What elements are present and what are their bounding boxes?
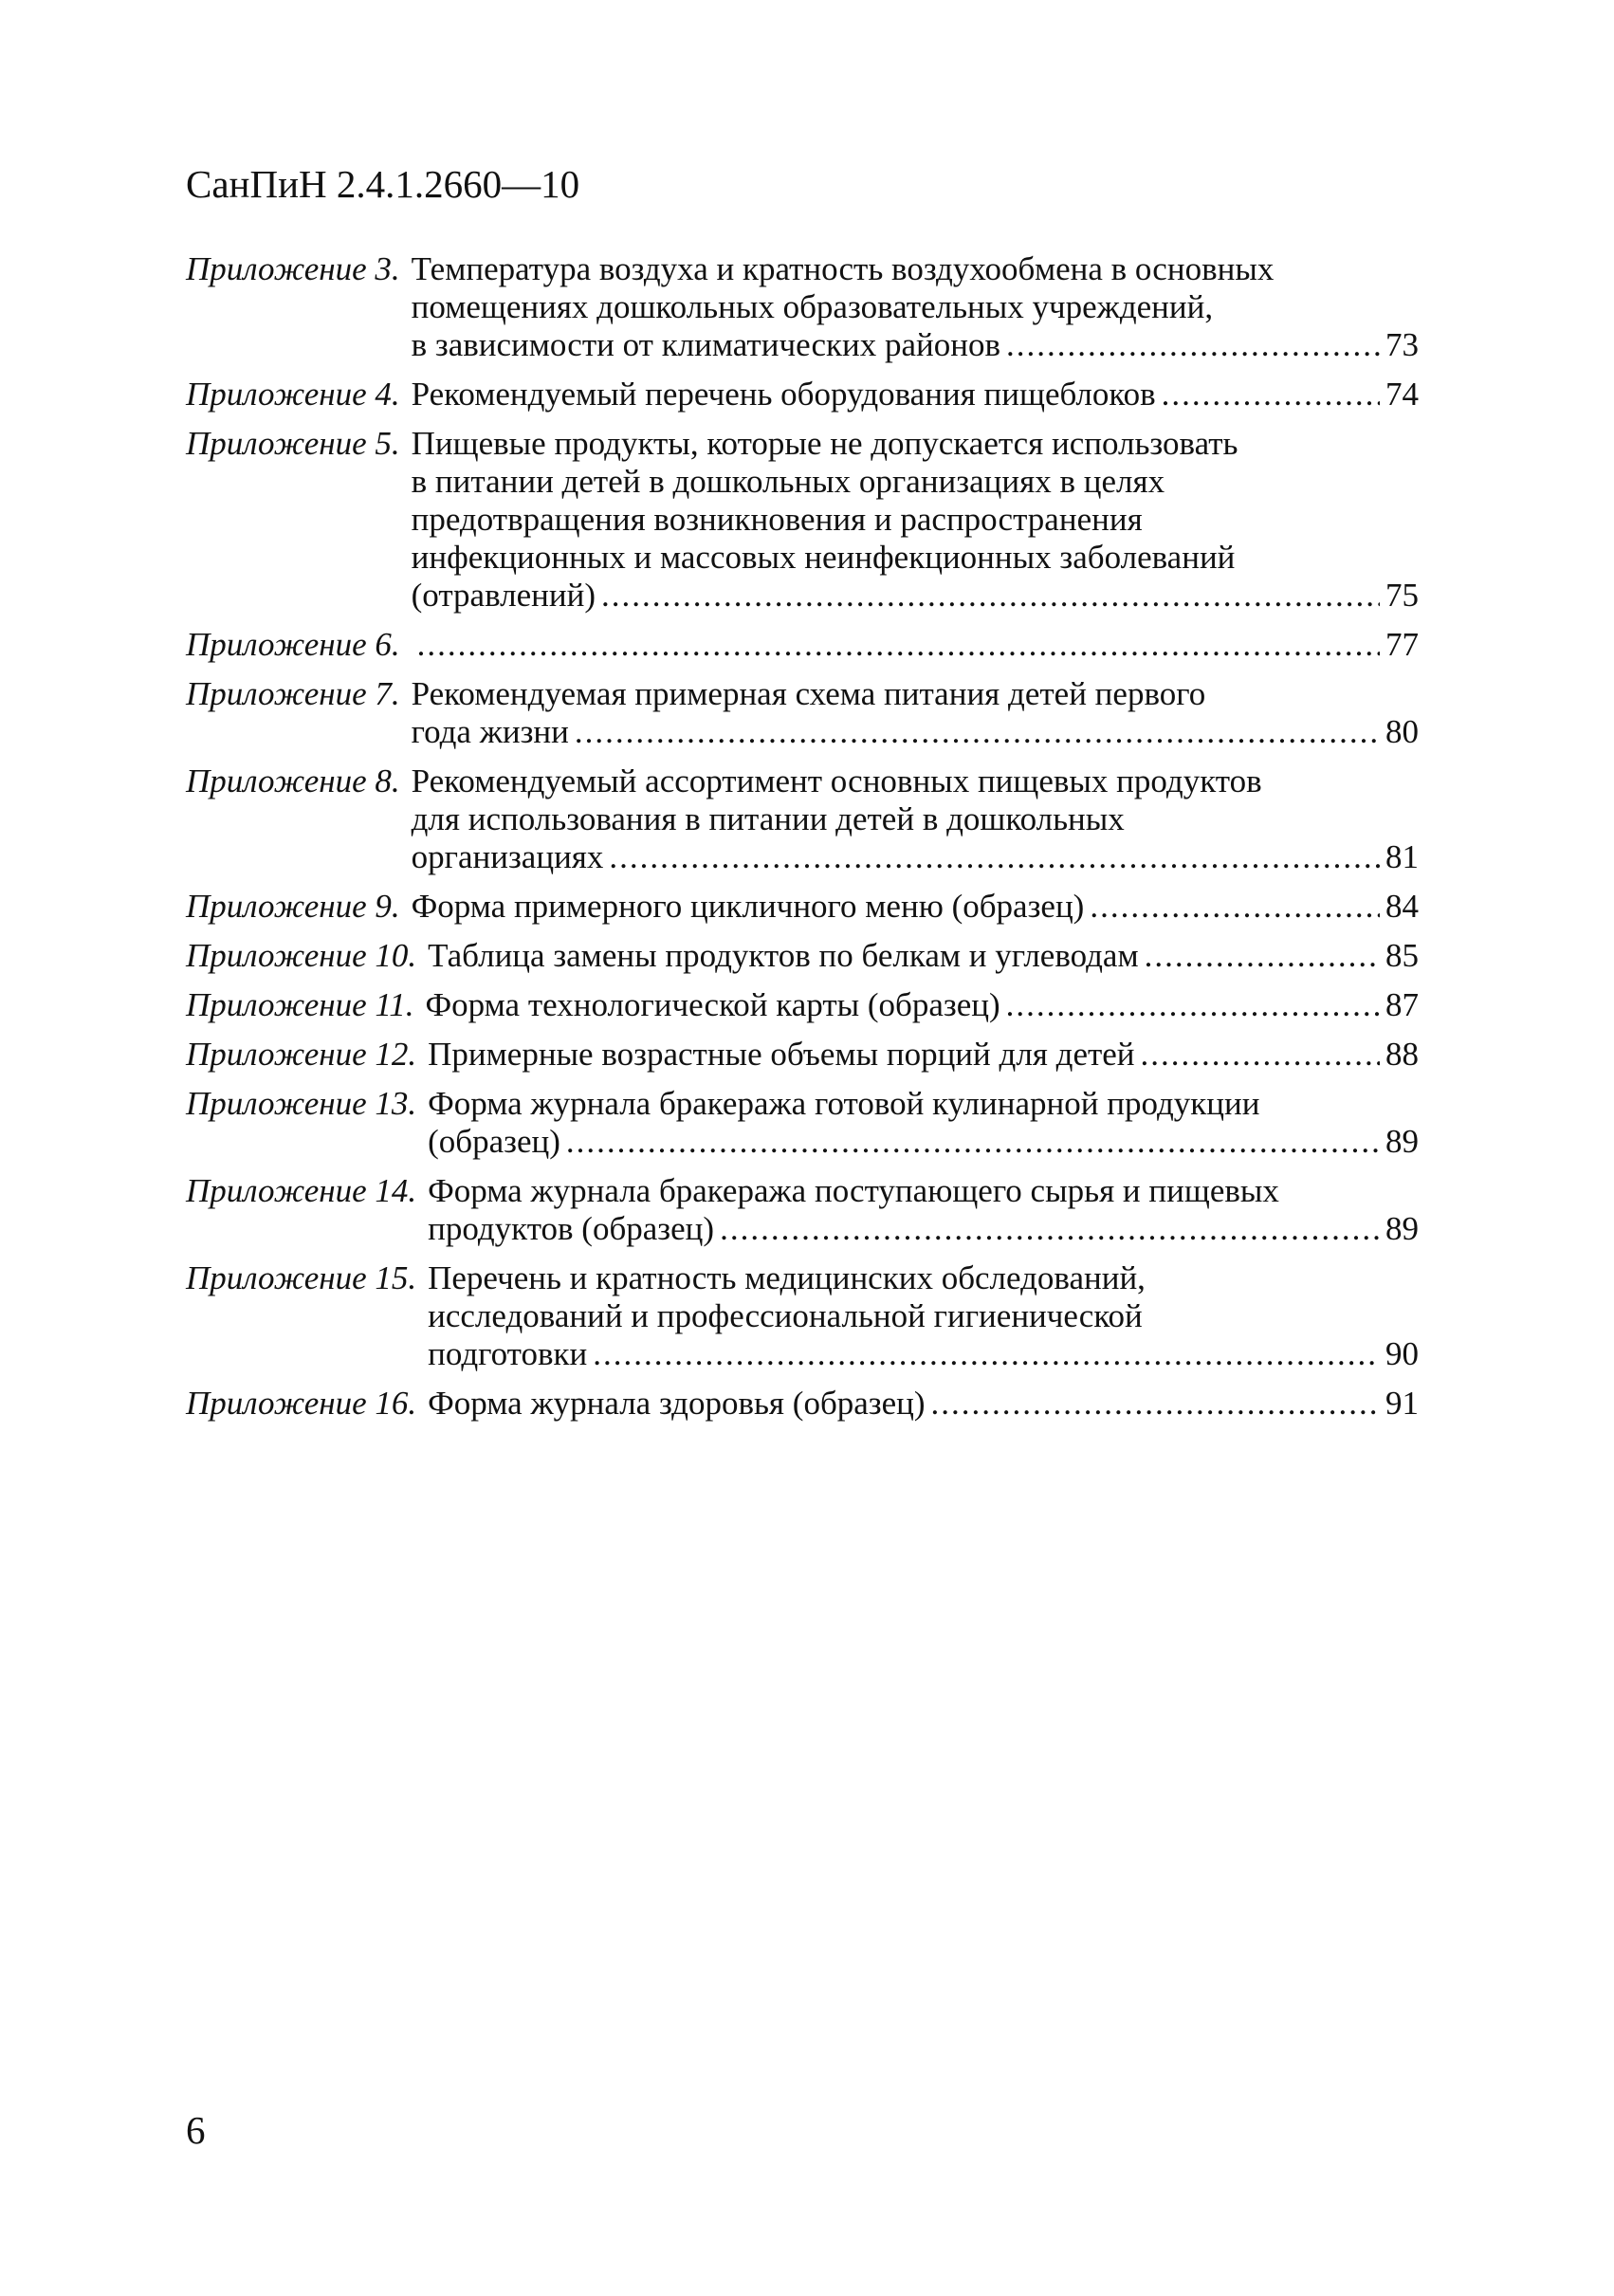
toc-entry-page-number: 90 [1385, 1335, 1419, 1372]
toc-entry-title-line: года жизни [411, 713, 569, 750]
toc-entry-title-line: Примерные возрастные объемы порций для детей [428, 1036, 1135, 1073]
toc-entry-title-line: продуктов (образец) [428, 1210, 715, 1247]
toc-entry[interactable] [186, 250, 1419, 364]
toc-entry-body [412, 250, 1419, 364]
toc-entry-title-line: Рекомендуемая примерная схема питания детей первого [411, 675, 1206, 712]
toc-entry[interactable] [186, 425, 1419, 615]
dot-leader [575, 713, 1380, 751]
toc-entry-page-number: 91 [1385, 1385, 1419, 1422]
toc-entry-body [412, 626, 1419, 664]
toc-entry[interactable] [186, 1085, 1419, 1161]
toc-entry[interactable] [186, 1385, 1419, 1423]
toc-entry-title-line: Перечень и кратность медицинских обследований, [428, 1259, 1146, 1296]
toc-entry-final-line [426, 986, 1419, 1024]
toc-entry-page-number: 80 [1385, 713, 1419, 750]
toc-entry-label: Приложение 3. [186, 250, 400, 287]
toc-entry-body [412, 376, 1419, 413]
dot-leader [1141, 1036, 1380, 1074]
toc-entry-page-number: 75 [1385, 577, 1419, 614]
toc-entry-body [428, 937, 1419, 975]
toc-entry-final-line [412, 626, 1419, 664]
toc-entry-body [412, 762, 1419, 876]
toc-entry-final-line [428, 1385, 1419, 1423]
toc-entry-page-number: 74 [1385, 376, 1419, 413]
toc-entry-label: Приложение 9. [186, 888, 400, 925]
dot-leader [720, 1210, 1380, 1248]
toc-entry-label: Приложение 7. [186, 675, 400, 712]
toc-entry-final-line [412, 577, 1419, 615]
toc-entry-body [412, 675, 1419, 751]
toc-entry-final-line [428, 1335, 1419, 1373]
toc-entry-body [428, 1385, 1419, 1423]
toc-entry-title-line: для использования в питании детей в дошкольных [411, 800, 1125, 837]
toc-entry-label: Приложение 6. [186, 626, 400, 663]
toc-entry[interactable] [186, 762, 1419, 876]
toc-entry-title-line: (отравлений) [411, 577, 596, 614]
toc-entry-title-line: Форма журнала здоровья (образец) [428, 1385, 926, 1422]
toc-entry-page-number: 88 [1385, 1036, 1419, 1073]
toc-entry-title-line: Таблица замены продуктов по белкам и углеводам [428, 937, 1139, 974]
toc-entry-title-line: подготовки [428, 1335, 588, 1372]
dot-leader [1006, 986, 1380, 1024]
toc-entry-page-number: 87 [1385, 986, 1419, 1023]
toc-entry-title-line: Рекомендуемый ассортимент основных пищевых продуктов [411, 762, 1262, 799]
toc-entry-label: Приложение 15. [186, 1259, 417, 1296]
toc-entry-label: Приложение 13. [186, 1085, 417, 1122]
toc-entry-page-number: 89 [1385, 1210, 1419, 1247]
toc-entry-label: Приложение 4. [186, 376, 400, 413]
toc-entry[interactable] [186, 888, 1419, 926]
toc-entry-body [428, 1172, 1419, 1248]
toc-entry-title-line: в зависимости от климатических районов [411, 326, 1001, 363]
dot-leader [593, 1335, 1380, 1373]
dot-leader [1145, 937, 1380, 975]
toc-entry[interactable] [186, 937, 1419, 975]
toc-entry-title-line: исследований и профессиональной гигиенической [428, 1297, 1143, 1334]
toc-entry-title-line: Форма технологической карты (образец) [425, 986, 1000, 1023]
toc-entry-final-line [412, 888, 1419, 926]
dot-leader [566, 1123, 1380, 1161]
toc-entry-final-line [428, 1036, 1419, 1074]
table-of-contents [186, 250, 1419, 1434]
dot-leader [1162, 376, 1380, 413]
page-number: 6 [186, 2108, 206, 2152]
toc-entry-label: Приложение 12. [186, 1036, 417, 1073]
toc-entry-title-line: Форма журнала бракеража готовой кулинарной продукции [428, 1085, 1260, 1122]
toc-entry-title-line: Форма примерного цикличного меню (образец) [411, 888, 1085, 925]
toc-entry-label: Приложение 10. [186, 937, 417, 974]
toc-entry-final-line [428, 1210, 1419, 1248]
toc-entry-page-number: 81 [1385, 838, 1419, 875]
toc-entry-label: Приложение 5. [186, 425, 400, 462]
toc-entry-label: Приложение 14. [186, 1172, 417, 1209]
toc-entry-title-line: в питании детей в дошкольных организациях в целях [411, 463, 1165, 500]
toc-entry-title-line: Рекомендуемый перечень оборудования пищеблоков [411, 376, 1156, 413]
toc-entry-final-line [412, 713, 1419, 751]
toc-entry-final-line [412, 376, 1419, 413]
toc-entry-label: Приложение 11. [186, 986, 414, 1023]
toc-entry-page-number: 73 [1385, 326, 1419, 363]
toc-entry[interactable] [186, 1259, 1419, 1373]
toc-entry[interactable] [186, 376, 1419, 413]
toc-entry-title-line: Пищевые продукты, которые не допускается использовать [411, 425, 1238, 462]
toc-entry-page-number: 85 [1385, 937, 1419, 974]
toc-entry-title-line: помещениях дошкольных образовательных учреждений, [411, 288, 1214, 325]
toc-entry-body [428, 1085, 1419, 1161]
dot-leader [1090, 888, 1380, 926]
toc-entry-body [412, 888, 1419, 926]
toc-entry[interactable] [186, 986, 1419, 1024]
dot-leader [931, 1385, 1380, 1423]
toc-entry-body [426, 986, 1419, 1024]
toc-entry-final-line [412, 838, 1419, 876]
toc-entry-label: Приложение 8. [186, 762, 400, 799]
toc-entry-page-number: 77 [1385, 626, 1419, 663]
toc-entry[interactable] [186, 1036, 1419, 1074]
toc-entry[interactable] [186, 626, 1419, 664]
dot-leader [1006, 326, 1380, 364]
dot-leader [417, 626, 1380, 664]
toc-entry-page-number: 89 [1385, 1123, 1419, 1160]
dot-leader [601, 577, 1380, 615]
toc-entry-title-line: Форма журнала бракеража поступающего сырья и пищевых [428, 1172, 1279, 1209]
toc-entry-title-line: Температура воздуха и кратность воздухообмена в основных [411, 250, 1275, 287]
toc-entry-final-line [428, 937, 1419, 975]
toc-entry-label: Приложение 16. [186, 1385, 417, 1422]
toc-entry-final-line [412, 326, 1419, 364]
toc-entry-title-line: организациях [411, 838, 604, 875]
page-header: СанПиН 2.4.1.2660—10 [186, 162, 580, 206]
toc-entry[interactable] [186, 675, 1419, 751]
toc-entry[interactable] [186, 1172, 1419, 1248]
toc-entry-page-number: 84 [1385, 888, 1419, 925]
toc-entry-body [428, 1259, 1419, 1373]
toc-entry-body [428, 1036, 1419, 1074]
toc-entry-final-line [428, 1123, 1419, 1161]
dot-leader [609, 838, 1380, 876]
toc-entry-title-line: инфекционных и массовых неинфекционных заболеваний [411, 539, 1236, 576]
toc-entry-title-line: (образец) [428, 1123, 560, 1160]
toc-entry-body [412, 425, 1419, 615]
toc-entry-title-line: предотвращения возникновения и распространения [411, 501, 1143, 538]
